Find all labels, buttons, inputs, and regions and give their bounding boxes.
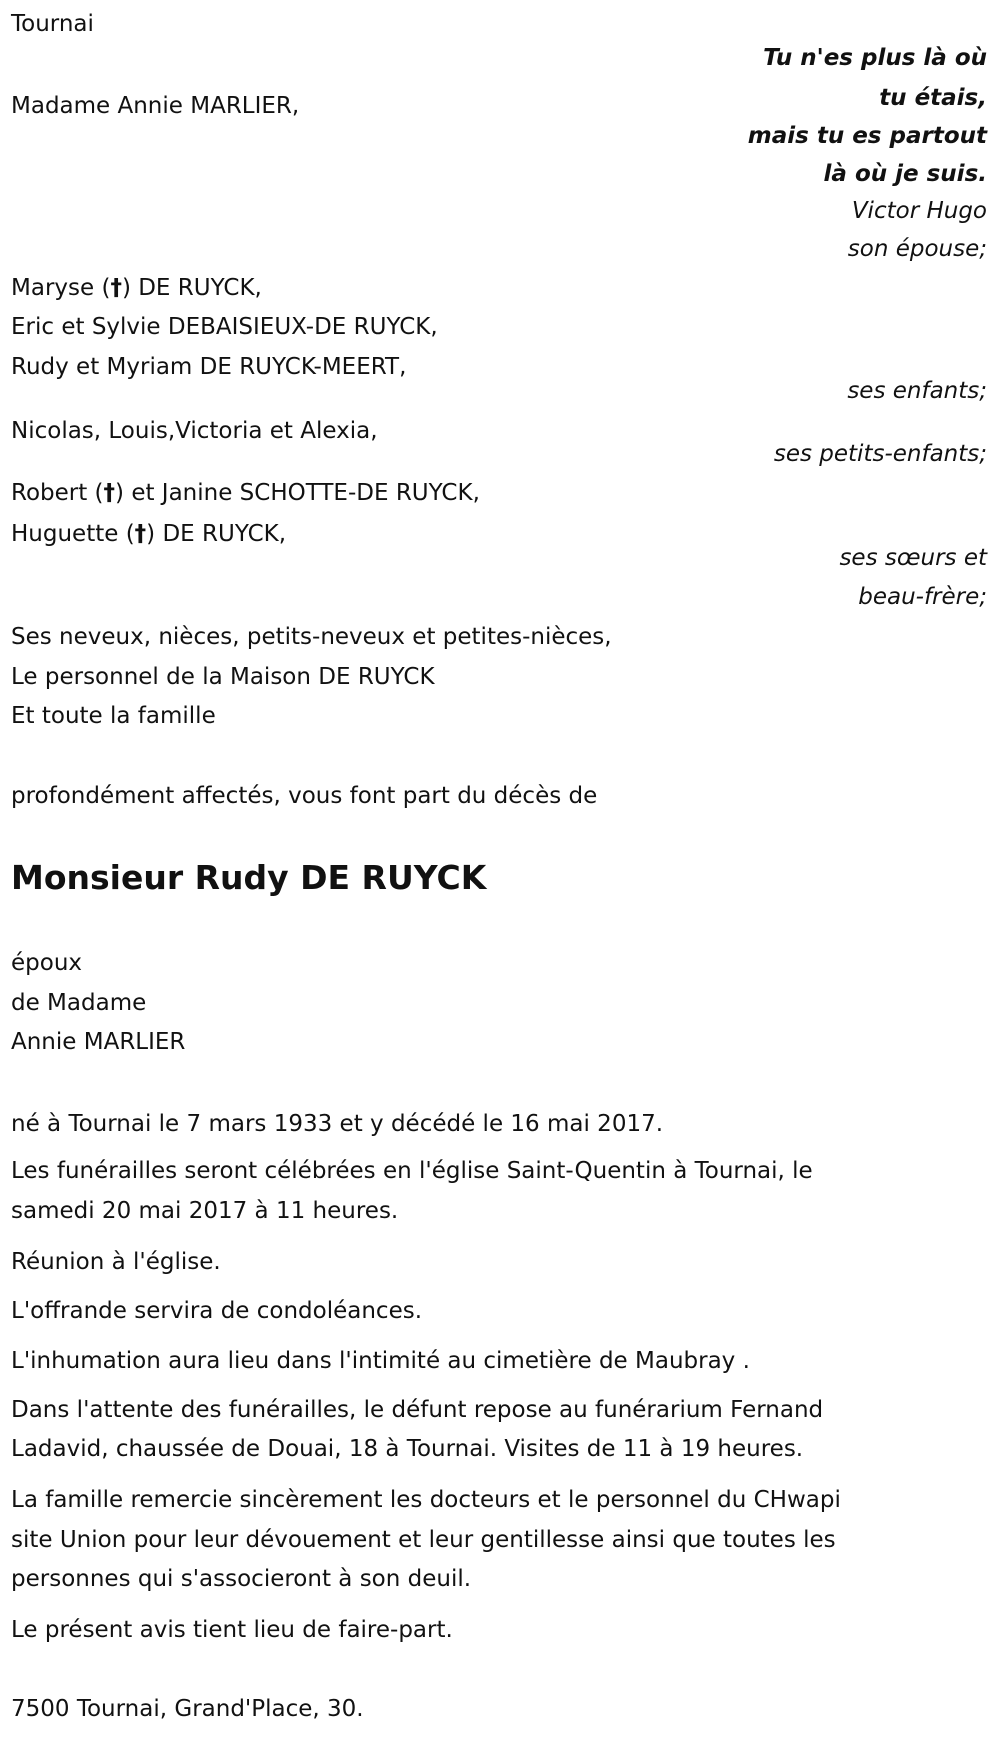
quote-line: Tu n'es plus là où — [763, 45, 987, 71]
text: Robert ( — [11, 480, 104, 506]
detail-line: Le présent avis tient lieu de faire-part. — [11, 1617, 453, 1643]
deceased-name: Monsieur Rudy DE RUYCK — [11, 858, 487, 897]
quote-line: mais tu es partout — [747, 123, 987, 149]
detail-line: L'offrande servira de condoléances. — [11, 1298, 423, 1324]
children-role: ses enfants; — [847, 378, 987, 404]
detail-line: Ladavid, chaussée de Douai, 18 à Tournai. Visites de 11 à 19 heures. — [11, 1436, 804, 1462]
quote-line: là où je suis. — [823, 161, 987, 187]
address: 7500 Tournai, Grand'Place, 30. — [11, 1696, 364, 1722]
relation-line: de Madame — [11, 990, 147, 1016]
detail-line: La famille remercie sincèrement les docteurs et le personnel du CHwapi — [11, 1487, 841, 1513]
siblings-role: beau-frère; — [858, 584, 987, 610]
others-line: Ses neveux, nièces, petits-neveux et petites-nièces, — [11, 624, 612, 650]
sibling-name — [11, 514, 286, 554]
detail-line: Les funérailles seront célébrées en l'église Saint-Quentin à Tournai, le — [11, 1158, 813, 1184]
sibling-name — [11, 473, 480, 513]
child-name — [11, 268, 262, 308]
text: ) DE RUYCK, — [121, 275, 262, 301]
relation-line: Annie MARLIER — [11, 1029, 186, 1055]
others-line: Et toute la famille — [11, 703, 216, 729]
child-name: Eric et Sylvie DEBAISIEUX-DE RUYCK, — [11, 314, 438, 340]
text: Huguette ( — [11, 521, 135, 547]
spouse-role: son épouse; — [847, 236, 987, 262]
place: Tournai — [11, 11, 94, 37]
quote-line: tu étais, — [879, 85, 987, 111]
detail-line: site Union pour leur dévouement et leur gentillesse ainsi que toutes les — [11, 1527, 836, 1553]
grandchildren-names: Nicolas, Louis,Victoria et Alexia, — [11, 418, 378, 444]
cross-icon: † — [103, 480, 116, 506]
detail-line: personnes qui s'associeront à son deuil. — [11, 1566, 472, 1592]
detail-line: né à Tournai le 7 mars 1933 et y décédé le 16 mai 2017. — [11, 1111, 664, 1137]
child-name: Rudy et Myriam DE RUYCK-MEERT, — [11, 354, 407, 380]
text: ) et Janine SCHOTTE-DE RUYCK, — [115, 480, 480, 506]
quote-author: Victor Hugo — [851, 198, 987, 224]
relation-line: époux — [11, 950, 83, 976]
detail-line: samedi 20 mai 2017 à 11 heures. — [11, 1198, 399, 1224]
text: Maryse ( — [11, 275, 111, 301]
siblings-role: ses sœurs et — [839, 545, 987, 571]
text: ) DE RUYCK, — [146, 521, 287, 547]
spouse-name: Madame Annie MARLIER, — [11, 93, 300, 119]
cross-icon: † — [134, 521, 147, 547]
detail-line: Dans l'attente des funérailles, le défunt repose au funérarium Fernand — [11, 1397, 824, 1423]
announcement: profondément affectés, vous font part du décès de — [11, 783, 598, 809]
cross-icon: † — [110, 275, 122, 301]
detail-line: Réunion à l'église. — [11, 1249, 221, 1275]
grandchildren-role: ses petits-enfants; — [773, 441, 987, 467]
detail-line: L'inhumation aura lieu dans l'intimité au cimetière de Maubray . — [11, 1348, 750, 1374]
others-line: Le personnel de la Maison DE RUYCK — [11, 664, 435, 690]
